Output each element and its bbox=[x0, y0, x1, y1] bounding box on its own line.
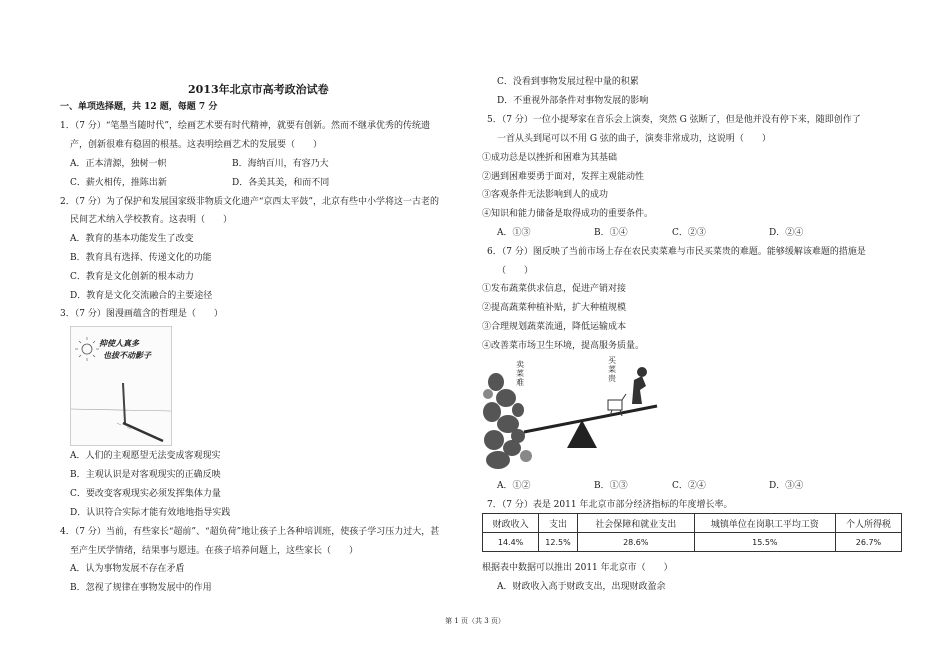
q3-option-d: D．认识符合实际才能有效地地指导实践 bbox=[70, 508, 231, 518]
q3-cartoon bbox=[70, 326, 172, 446]
q1-option-b: B．海纳百川，有容乃大 bbox=[232, 159, 329, 169]
q5-stem-line2: 一首从头到尾可以不用 G 弦的曲子，演奏非常成功，这说明（ ） bbox=[497, 134, 771, 144]
q6-cartoon-drawing bbox=[482, 360, 662, 475]
q1-option-a: A．正本清源，独树一帜 bbox=[70, 159, 167, 169]
q6-stem-line1: 6．（7 分）图反映了当前市场上存在农民卖菜难与市民买菜贵的难题。能够缓解该难题的措施是 bbox=[487, 247, 866, 257]
q4-option-b: B．忽视了规律在事物发展中的作用 bbox=[70, 583, 212, 593]
q3-stem: 3．（7 分）图漫画蕴含的哲理是（ ） bbox=[60, 309, 223, 319]
section-heading: 一、单项选择题，共 12 题，每题 7 分 bbox=[60, 102, 218, 112]
q4-option-c: C．没看到事物发展过程中量的积累 bbox=[497, 77, 639, 87]
q7-data-table bbox=[482, 513, 902, 552]
q3-option-b: B．主观认识是对客观现实的正确反映 bbox=[70, 470, 221, 480]
q7-stem: 7．（7 分）表是 2011 年北京市部分经济指标的年度增长率。 bbox=[487, 500, 733, 510]
q3-option-a: A．人们的主观愿望无法变成客观现实 bbox=[70, 451, 221, 461]
q4-stem-line2: 至产生厌学情绪，结果事与愿违。在孩子培养问题上，这些家长（ ） bbox=[70, 546, 359, 556]
q5-stem-line1: 5．（7 分）一位小提琴家在音乐会上演奏，突然 G 弦断了，但是他并没有停下来，随即创作了 bbox=[487, 115, 861, 125]
table-header-cell: 个人所得税 bbox=[835, 514, 901, 533]
q6-statement-1: ①发布蔬菜供求信息，促进产销对接 bbox=[482, 284, 627, 294]
q7-followup: 根据表中数据可以推出 2011 年北京市（ ） bbox=[482, 563, 673, 573]
q4-option-d: D．不重视外部条件对事物发展的影响 bbox=[497, 96, 649, 106]
q2-stem-line2: 民间艺术纳入学校教育。这表明（ ） bbox=[70, 215, 233, 225]
page-footer: 第 1 页（共 3 页） bbox=[445, 617, 505, 625]
q6-option-c: C．②④ bbox=[672, 481, 706, 491]
table-cell: 26.7% bbox=[835, 533, 901, 552]
q5-option-d: D．②④ bbox=[769, 228, 804, 238]
table-cell: 15.5% bbox=[694, 533, 835, 552]
q2-option-c: C．教育是文化创新的根本动力 bbox=[70, 272, 194, 282]
q4-stem-line1: 4．（7 分）当前，有些家长“超前”、“超负荷”地让孩子上各种培训班，使孩子学习压力过大，甚 bbox=[60, 527, 440, 537]
q1-stem-line2: 产，创新很难有稳固的根基。这表明绘画艺术的发展要（ ） bbox=[70, 140, 323, 150]
q6-statement-2: ②提高蔬菜种植补贴，扩大种植规模 bbox=[482, 303, 627, 313]
table-header-cell: 城镇单位在岗职工平均工资 bbox=[694, 514, 835, 533]
q1-option-d: D．各美其美，和而不同 bbox=[232, 178, 330, 188]
q3-cartoon-text-line2: 也拔不动影子 bbox=[103, 350, 151, 360]
q4-option-a: A．认为事物发展不存在矛盾 bbox=[70, 564, 185, 574]
q5-statement-1: ①成功总是以挫折和困难为其基础 bbox=[482, 153, 618, 163]
table-header-cell: 支出 bbox=[539, 514, 578, 533]
q6-statement-3: ③合理规划蔬菜流通，降低运输成本 bbox=[482, 322, 627, 332]
table-header-row bbox=[483, 514, 902, 533]
table-cell: 12.5% bbox=[539, 533, 578, 552]
q6-option-a: A．①② bbox=[497, 481, 531, 491]
table-cell: 14.4% bbox=[483, 533, 539, 552]
q5-option-b: B．①④ bbox=[594, 228, 628, 238]
q3-cartoon-text-line1: 抑使人真多 bbox=[99, 338, 139, 348]
q2-option-d: D．教育是文化交流融合的主要途径 bbox=[70, 291, 213, 301]
page-title: 2013年北京市高考政治试卷 bbox=[188, 83, 329, 96]
q5-statement-4: ④知识和能力储备是取得成功的重要条件。 bbox=[482, 209, 654, 219]
q5-option-c: C．②③ bbox=[672, 228, 706, 238]
q7-option-a: A．财政收入高于财政支出，出现财政盈余 bbox=[497, 582, 666, 592]
q6-cartoon bbox=[482, 356, 662, 475]
q5-statement-2: ②遇到困难要勇于面对，发挥主观能动性 bbox=[482, 172, 645, 182]
table-header-cell: 社会保障和就业支出 bbox=[577, 514, 694, 533]
table-header-cell: 财政收入 bbox=[483, 514, 539, 533]
q6-stem-line2: （ ） bbox=[497, 266, 534, 276]
q2-option-b: B．教育具有选择、传递文化的功能 bbox=[70, 253, 212, 263]
q1-stem-line1: 1．（7 分）“笔墨当随时代”，绘画艺术要有时代精神，就要有创新。然而不继承优秀的传统遗 bbox=[60, 121, 431, 131]
q6-option-d: D．③④ bbox=[769, 481, 804, 491]
q5-option-a: A．①③ bbox=[497, 228, 531, 238]
table-cell: 28.6% bbox=[577, 533, 694, 552]
q1-option-c: C．薪火相传，推陈出新 bbox=[70, 178, 167, 188]
q3-option-c: C．要改变客观现实必须发挥集体力量 bbox=[70, 489, 221, 499]
table-row bbox=[483, 533, 902, 552]
q6-statement-4: ④改善菜市场卫生环境，提高服务质量。 bbox=[482, 341, 645, 351]
q6-option-b: B．①③ bbox=[594, 481, 628, 491]
q2-stem-line1: 2．（7 分）为了保护和发展国家级非物质文化遗产“京西太平鼓”，北京有些中小学将这一古老的 bbox=[60, 197, 440, 207]
q6-cartoon-label-left: 卖菜难 bbox=[516, 360, 524, 387]
q5-statement-3: ③客观条件无法影响到人的成功 bbox=[482, 190, 609, 200]
q6-cartoon-label-right: 买菜贵 bbox=[608, 356, 616, 383]
q2-option-a: A．教育的基本功能发生了改变 bbox=[70, 234, 194, 244]
